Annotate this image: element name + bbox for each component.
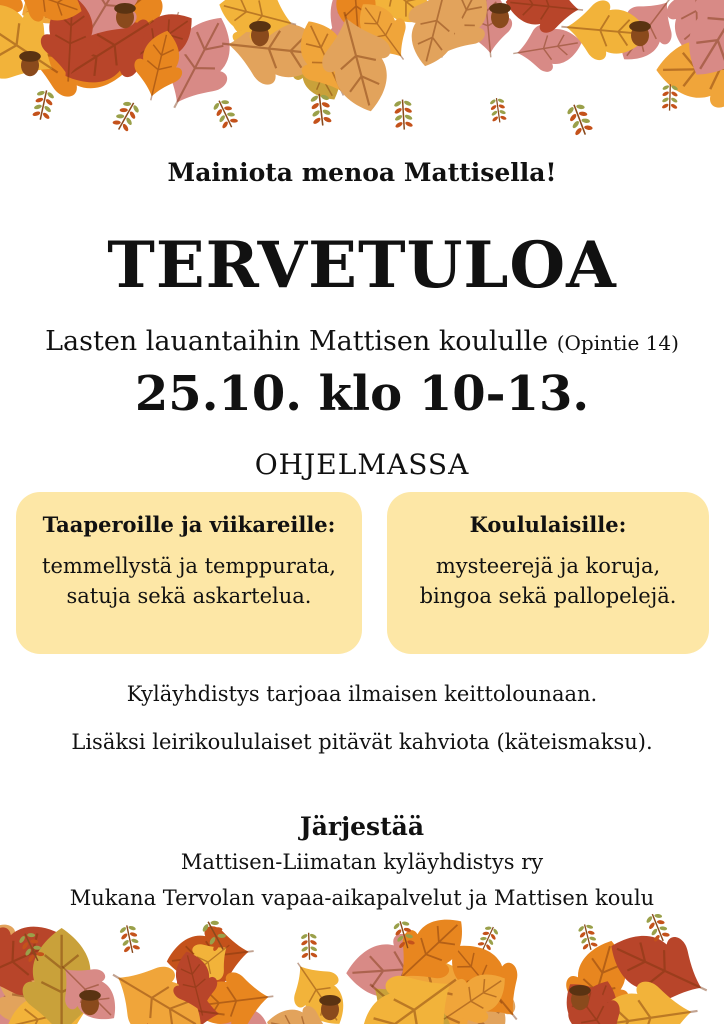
- page-title: TERVETULOA: [107, 228, 617, 303]
- organizer-heading: Järjestää: [299, 812, 425, 841]
- program-box-title: Taaperoille ja viikareille:: [42, 512, 336, 537]
- tagline: Mainiota menoa Mattisella!: [167, 158, 557, 187]
- autumn-leaves-icon: [0, 904, 724, 1024]
- program-box-text: [387, 551, 709, 611]
- autumn-leaves-icon: [0, 0, 724, 140]
- program-box-title: Koululaisille:: [469, 512, 627, 537]
- organizer-name: Mattisen-Liimatan kyläyhdistys ry: [180, 850, 544, 874]
- program-box-text: [16, 551, 362, 611]
- event-datetime: 25.10. klo 10-13.: [134, 366, 590, 422]
- subtitle-main: Lasten lauantaihin Mattisen koululle: [45, 326, 549, 357]
- subtitle: [0, 326, 724, 357]
- organizer-partners: Mukana Tervolan vapaa-aikapalvelut ja Mattisen koulu: [69, 886, 655, 910]
- program-box-schoolkids: [387, 492, 709, 654]
- program-line: satuja sekä askartelua.: [66, 584, 312, 608]
- info-lunch: Kyläyhdistys tarjoaa ilmaisen keittolounaan.: [126, 682, 598, 706]
- info-cafe: Lisäksi leirikoululaiset pitävät kahviota (käteismaksu).: [71, 730, 653, 754]
- program-box-toddlers: [16, 492, 362, 654]
- program-line: bingoa sekä pallopelejä.: [419, 584, 677, 608]
- program-heading: OHJELMASSA: [254, 448, 470, 481]
- program-line: temmellystä ja temppurata,: [42, 554, 336, 578]
- subtitle-address: (Opintie 14): [556, 331, 679, 355]
- autumn-leaves-border-top: [0, 0, 724, 140]
- autumn-leaves-border-bottom: [0, 904, 724, 1024]
- program-line: mysteerejä ja koruja,: [435, 554, 661, 578]
